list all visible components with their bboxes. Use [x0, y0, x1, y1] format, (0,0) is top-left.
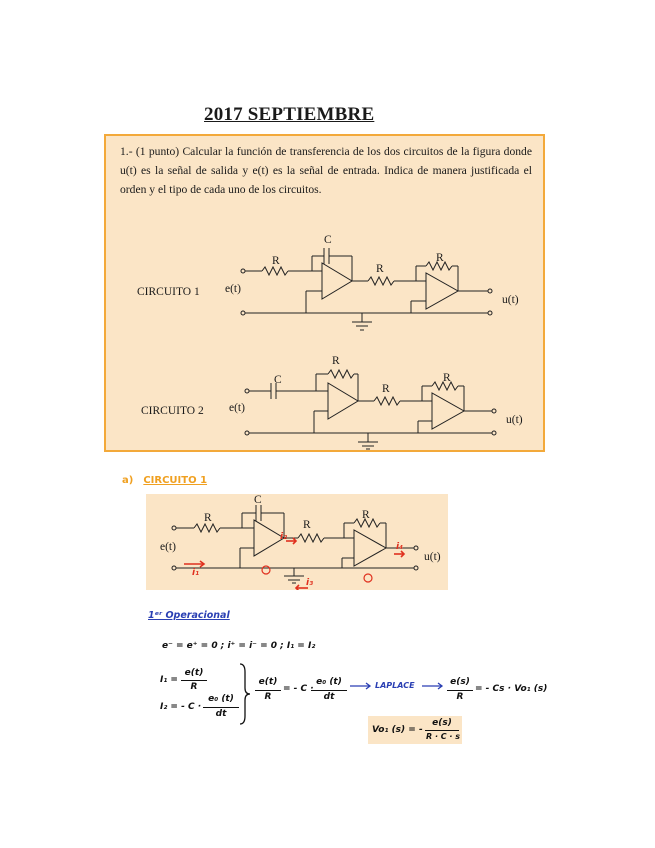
- i2-fraction-bar: [203, 707, 239, 708]
- problem-statement: 1.- (1 punto) Calcular la función de transferencia de los dos circuitos de la figura donde u(t) es la señal de salida y e(t) es la señal de entrada. Indica de manera justificada el orden y el tipo de cada uno de los circuitos.: [120, 145, 532, 196]
- result-box: [368, 716, 462, 744]
- result-lhs: Vo₁ (s) = -: [372, 725, 423, 735]
- part-title: CIRCUITO 1: [143, 475, 208, 486]
- mid-fraction-bar-2: [311, 690, 347, 691]
- copy-r2-label: R: [303, 519, 311, 531]
- mid-numerator: e(t): [258, 677, 278, 687]
- mid-denominator: R: [264, 692, 272, 702]
- part-a-label: [122, 475, 207, 486]
- circuit1-r2-label: R: [376, 263, 384, 275]
- current-i3-label: i₃: [306, 578, 314, 588]
- circuit1-cap-label: C: [324, 234, 332, 246]
- i2-lhs: I₂ = - C ·: [160, 702, 202, 712]
- copy-cap-label: C: [254, 494, 262, 506]
- circuit2-cap-label: C: [274, 374, 282, 386]
- i1-numerator: e(t): [184, 668, 204, 678]
- mid-denominator-2: dt: [323, 692, 335, 702]
- result-numerator: e(s): [432, 718, 452, 728]
- circuit2-label: CIRCUITO 2: [141, 405, 204, 417]
- current-i4-label: i₄: [396, 542, 404, 552]
- circuit1-output-label: u(t): [502, 294, 519, 306]
- circuit1-schematic: [241, 248, 492, 330]
- right-numerator: e(s): [450, 677, 470, 687]
- copy-r1-label: R: [204, 512, 212, 524]
- operational-heading: 1ᵉʳ Operacional: [148, 610, 230, 621]
- right-fraction-bar: [447, 690, 473, 691]
- i2-numerator: e₀ (t): [208, 694, 234, 704]
- i1-denominator: R: [190, 682, 198, 692]
- copy-input-label: e(t): [160, 541, 176, 553]
- circuit2-r3-label: R: [443, 372, 451, 384]
- i1-lhs: I₁ =: [160, 675, 178, 685]
- circuit2-r1-label: R: [332, 355, 340, 367]
- circuit1-input-label: e(t): [225, 283, 241, 295]
- copy-output-label: u(t): [424, 551, 441, 563]
- i1-fraction-bar: [181, 680, 207, 681]
- equation-line1: e⁻ = e⁺ = 0 ; i⁺ = i⁻ = 0 ; I₁ = I₂: [162, 641, 316, 651]
- circuit1-r1-label: R: [272, 255, 280, 267]
- mid-fraction-bar: [255, 690, 281, 691]
- page-title: 2017 SEPTIEMBRE: [204, 104, 375, 125]
- mid-eq: = - C ·: [283, 684, 314, 694]
- circuit1-annotated: [146, 494, 448, 590]
- problem-box: [104, 134, 545, 452]
- brace: [238, 662, 252, 726]
- circuit2-input-label: e(t): [229, 402, 245, 414]
- current-i2-label: i₂: [280, 532, 288, 542]
- copy-r3-label: R: [362, 509, 370, 521]
- result-fraction-bar: [425, 730, 459, 731]
- mid-numerator-2: e₀ (t): [316, 677, 342, 687]
- circuit2-output-label: u(t): [506, 414, 523, 426]
- current-i1-label: i₁: [192, 568, 200, 578]
- right-eq: = - Cs · Vo₁ (s): [475, 684, 548, 694]
- circuit1-r3-label: R: [436, 252, 444, 264]
- circuit2-schematic: [245, 370, 496, 449]
- i2-denominator: dt: [215, 709, 227, 719]
- circuit2-r2-label: R: [382, 383, 390, 395]
- laplace-label: LAPLACE: [375, 681, 415, 690]
- right-denominator: R: [456, 692, 464, 702]
- circuit1-label: CIRCUITO 1: [137, 286, 200, 298]
- part-letter: a): [122, 475, 134, 486]
- result-denominator: R · C · s: [426, 732, 461, 741]
- circuit-diagrams: [106, 136, 543, 450]
